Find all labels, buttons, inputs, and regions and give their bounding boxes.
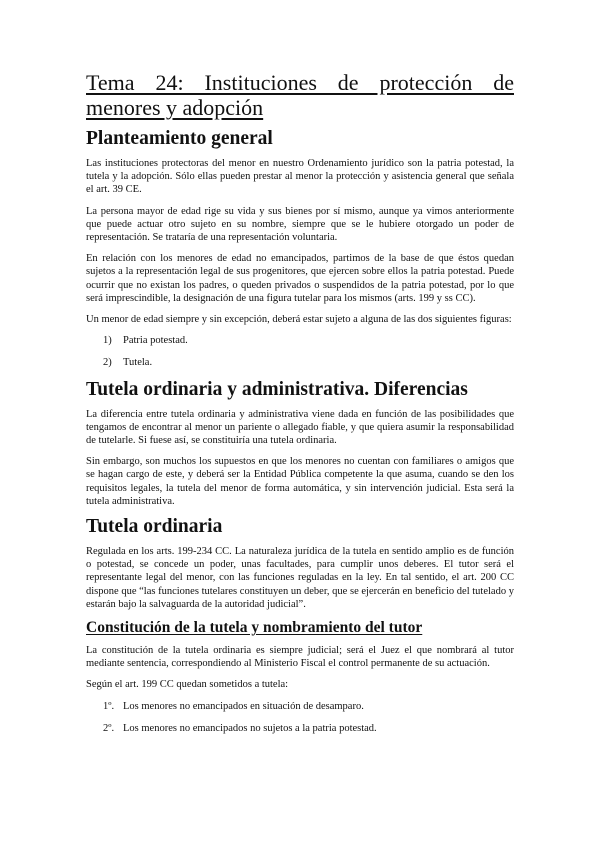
section-heading-tutela-ordinaria: Tutela ordinaria: [86, 516, 223, 538]
list-item-number: 2): [103, 357, 112, 369]
list-item-number: 1º.: [103, 700, 115, 712]
list-item: [103, 722, 514, 735]
document-title: Tema 24: Instituciones de protección de menores y adopción: [86, 70, 514, 120]
tutela-subjects-list: [86, 700, 514, 735]
paragraph: La persona mayor de edad rige su vida y sus bienes por sí mismo, aunque ya vimos anteriormente que puede actuar otro sujeto en su nombre, siempre que se le hubiere otorgado un poder de representación. Se trataría de una representación voluntaria.: [86, 205, 514, 244]
list-item: [103, 334, 514, 347]
list-item: [103, 356, 514, 369]
list-item-number: 1): [103, 335, 112, 347]
paragraph: La diferencia entre tutela ordinaria y administrativa viene dada en función de las posibilidades que tengamos de encontrar al menor un pariente o allegado fiable, y que quiera asumir la responsabilidad de tutelarle. Si fuese así, se constituiría una tutela ordinaria.: [86, 408, 514, 447]
paragraph: Un menor de edad siempre y sin excepción, deberá estar sujeto a alguna de las dos siguientes figuras:: [86, 314, 512, 326]
paragraph: Según el art. 199 CC quedan sometidos a tutela:: [86, 679, 289, 691]
paragraph: La constitución de la tutela ordinaria es siempre judicial; será el Juez el que nombrará al tutor mediante sentencia, correspondiendo al Ministerio Fiscal el control permanente de su actuación.: [86, 645, 514, 670]
section-heading-planteamiento: Planteamiento general: [86, 128, 273, 149]
paragraph: En relación con los menores de edad no emancipados, partimos de la base de que éstos quedan sujetos a la representación legal de sus progenitores, que ejercen sobre ellos la patria potestad. Puede ocurrir que no existan los padres, o queden privados o suspendidos de la patria potestad, por lo que será imprescindible, la designación de una figura tutelar para los mismos (arts. 199 y ss CC).: [86, 253, 514, 304]
list-item-text: Los menores no emancipados no sujetos a la patria potestad.: [123, 722, 377, 734]
list-item: [103, 700, 514, 713]
figures-list: [86, 334, 514, 369]
section-heading-tutela-diferencias: Tutela ordinaria y administrativa. Diferencias: [86, 378, 468, 400]
paragraph: Sin embargo, son muchos los supuestos en que los menores no cuentan con familiares o amigos que se hagan cargo de este, y deberá ser la Entidad Pública competente la que asuma, cuando se den los requisitos legales, la tutela del menor de forma automática, y sin intervención judicial. Esta será la tutela administrativa.: [86, 456, 514, 507]
paragraph: Las instituciones protectoras del menor en nuestro Ordenamiento jurídico son la patria potestad, la tutela y la adopción. Sólo ellas pueden prestar al menor la protección y asistencia general que señala el art. 39 CE.: [86, 158, 514, 196]
list-item-text: Tutela.: [123, 357, 153, 369]
list-item-number: 2º.: [103, 722, 115, 734]
list-item-text: Los menores no emancipados en situación de desamparo.: [123, 700, 364, 712]
paragraph: Regulada en los arts. 199-234 CC. La naturaleza jurídica de la tutela en sentido amplio es de función o potestad, se concede un poder, unas facultades, para cumplir unos deberes. El tutor será el representante legal del menor, con las funciones reguladas en la ley. En tal sentido, el art. 200 CC dispone que “las funciones tutelares constituyen un deber, que se ejercerán en beneficio del tutelado y estarán bajo la salvaguarda de la autoridad judicial”.: [86, 546, 514, 610]
subsection-heading-constitucion: Constitución de la tutela y nombramiento del tutor: [86, 619, 423, 637]
list-item-text: Patria potestad.: [123, 335, 188, 347]
